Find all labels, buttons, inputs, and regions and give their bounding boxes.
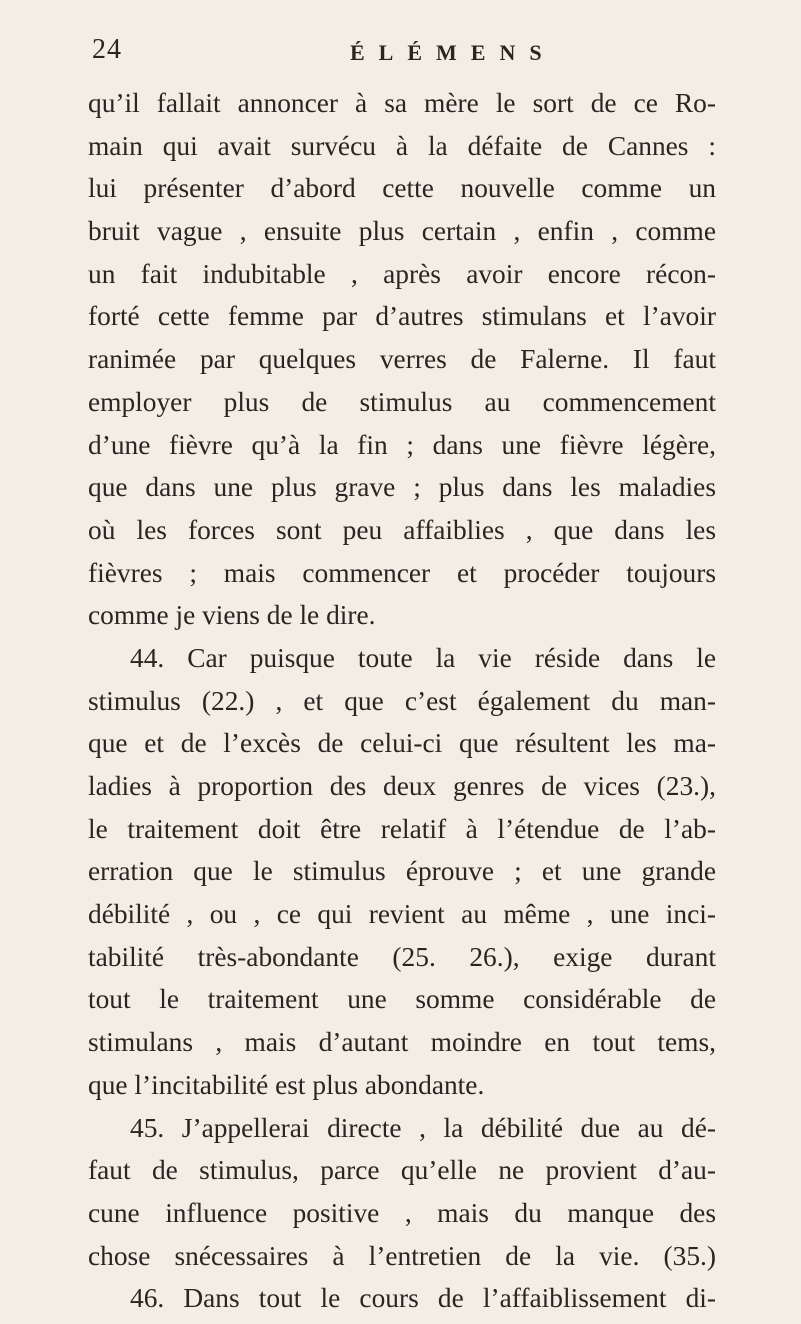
- text-line: chose snécessaires à l’entretien de la vie. (35.): [88, 1240, 716, 1271]
- text-line: où les forces sont peu affaiblies , que dans les: [88, 514, 716, 545]
- body-text: [88, 82, 716, 1320]
- page-header: [92, 34, 712, 74]
- text-line: d’une fièvre qu’à la fin ; dans une fièvre légère,: [88, 429, 716, 460]
- paragraph-end-line: que l’incitabilité est plus abondante.: [88, 1069, 485, 1100]
- paragraph-44-start: 44. Car puisque toute la vie réside dans le: [130, 642, 716, 673]
- text-line: tabilité très-abondante (25. 26.), exige durant: [88, 941, 716, 972]
- text-line: que et de l’excès de celui-ci que résultent les ma-: [88, 728, 716, 759]
- text-line: forté cette femme par d’autres stimulans et l’avoir: [88, 301, 716, 332]
- text-line: tout le traitement une somme considérable de: [88, 984, 716, 1015]
- text-line: faut de stimulus, parce qu’elle ne provient d’au-: [88, 1155, 716, 1186]
- paragraph-end-line: comme je viens de le dire.: [88, 600, 376, 631]
- page-number: 24: [92, 34, 122, 65]
- text-line: ranimée par quelques verres de Falerne. Il faut: [88, 344, 716, 375]
- text-line: un fait indubitable , après avoir encore récon-: [88, 258, 716, 289]
- text-line: stimulus (22.) , et que c’est également du man-: [88, 685, 716, 716]
- text-line: qu’il fallait annoncer à sa mère le sort de ce Ro-: [88, 88, 716, 118]
- running-head: ÉLÉMENS: [350, 40, 556, 65]
- text-line: que dans une plus grave ; plus dans les maladies: [88, 472, 716, 503]
- text-line: erration que le stimulus éprouve ; et une grande: [88, 856, 716, 887]
- text-line: ladies à proportion des deux genres de vices (23.),: [88, 771, 716, 801]
- text-line: le traitement doit être relatif à l’étendue de l’ab-: [88, 813, 716, 844]
- text-line: stimulans , mais d’autant moindre en tout tems,: [88, 1027, 716, 1058]
- text-line: employer plus de stimulus au commencement: [88, 386, 716, 417]
- text-line: débilité , ou , ce qui revient au même , une inci-: [88, 899, 716, 930]
- text-line: fièvres ; mais commencer et procéder toujours: [88, 557, 716, 588]
- paragraph-46-start: 46. Dans tout le cours de l’affaiblissement di-: [130, 1283, 716, 1314]
- text-line: lui présenter d’abord cette nouvelle comme un: [88, 173, 716, 204]
- text-line: bruit vague , ensuite plus certain , enfin , comme: [88, 216, 716, 247]
- paragraph-45-start: 45. J’appellerai directe , la débilité due au dé-: [130, 1112, 716, 1143]
- text-line: cune influence positive , mais du manque des: [88, 1197, 716, 1228]
- text-line: main qui avait survécu à la défaite de Cannes :: [88, 130, 716, 161]
